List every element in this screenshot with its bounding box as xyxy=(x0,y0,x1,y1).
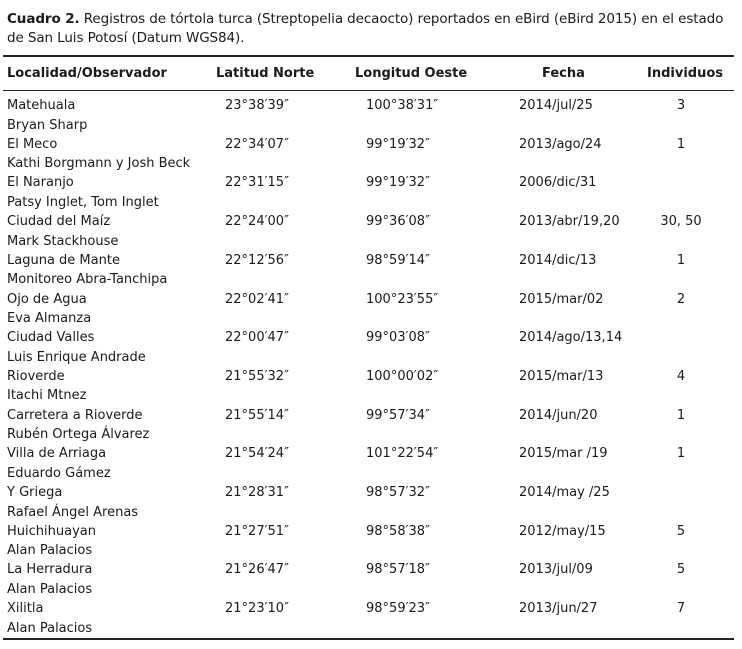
cell-latitude: 21°55′32″ xyxy=(225,368,289,384)
cell-observer: Eva Almanza xyxy=(7,311,92,326)
table-header-rule xyxy=(3,90,734,91)
table-caption xyxy=(7,10,735,48)
cell-locality: Huichihuayan xyxy=(7,523,96,539)
cell-individuals: 2 xyxy=(676,291,686,307)
cell-individuals: 7 xyxy=(676,601,686,617)
table-row xyxy=(0,212,742,251)
table-row xyxy=(0,483,742,522)
cell-observer: Rafael Ángel Arenas xyxy=(7,504,139,520)
cell-longitude: 99°19′32″ xyxy=(366,175,430,191)
cell-individuals: 1 xyxy=(676,446,686,462)
cell-latitude: 22°12′56″ xyxy=(225,252,289,268)
cell-longitude: 100°00′02″ xyxy=(366,368,439,384)
cell-locality: Carretera a Rioverde xyxy=(7,407,143,423)
table-row xyxy=(0,560,742,599)
header-locality: Localidad/Observador xyxy=(7,66,167,81)
cell-locality: Ciudad del Maíz xyxy=(7,214,111,230)
table-row xyxy=(0,290,742,329)
header-individuals: Individuos xyxy=(647,66,724,81)
cell-date: 2015/mar/02 xyxy=(519,291,604,307)
cell-latitude: 22°02′41″ xyxy=(225,291,289,307)
cell-observer: Kathi Borgmann y Josh Beck xyxy=(7,156,191,172)
cell-locality: Xilitla xyxy=(7,601,44,617)
cell-latitude: 21°55′14″ xyxy=(225,407,289,423)
cell-date: 2012/may/15 xyxy=(519,523,606,539)
cell-individuals: 5 xyxy=(676,562,686,578)
cell-latitude: 21°28′31″ xyxy=(225,485,289,500)
cell-longitude: 100°23′55″ xyxy=(366,291,439,307)
cell-individuals: 3 xyxy=(676,98,686,113)
cell-observer: Itachi Mtnez xyxy=(7,388,87,404)
cell-observer: Bryan Sharp xyxy=(7,117,88,133)
cell-observer: Eduardo Gámez xyxy=(7,465,111,481)
table-row xyxy=(0,444,742,483)
table-row xyxy=(0,406,742,445)
cell-longitude: 98°57′32″ xyxy=(366,485,430,500)
caption-text: Registros de tórtola turca (Streptopelia decaocto) reportados en eBird (eBird 2015) en el estado de San Luis Potosí (Datum WGS84). xyxy=(7,11,724,46)
table-row xyxy=(0,173,742,212)
cell-date: 2006/dic/31 xyxy=(519,175,597,191)
cell-latitude: 21°27′51″ xyxy=(225,523,289,539)
cell-observer: Alan Palacios xyxy=(7,620,93,636)
table-row xyxy=(0,367,742,406)
cell-observer: Monitoreo Abra-Tanchipa xyxy=(7,272,168,288)
cell-latitude: 23°38′39″ xyxy=(225,98,289,113)
cell-date: 2014/jul/25 xyxy=(519,98,593,113)
cell-locality: El Naranjo xyxy=(7,175,74,191)
cell-date: 2014/ago/13,14 xyxy=(519,330,623,346)
cell-observer: Alan Palacios xyxy=(7,543,93,559)
cell-longitude: 99°19′32″ xyxy=(366,136,430,152)
cell-locality: Ciudad Valles xyxy=(7,330,95,346)
table-row xyxy=(0,96,742,135)
cell-individuals: 1 xyxy=(676,136,686,152)
cell-locality: Matehuala xyxy=(7,98,76,113)
cell-locality: Villa de Arriaga xyxy=(7,446,107,462)
cell-locality: El Meco xyxy=(7,136,58,152)
table-bottom-rule xyxy=(3,638,734,640)
cell-latitude: 22°00′47″ xyxy=(225,330,289,346)
cell-locality: Y Griega xyxy=(7,485,63,500)
cell-date: 2013/jul/09 xyxy=(519,562,593,578)
cell-longitude: 99°36′08″ xyxy=(366,214,430,230)
cell-date: 2013/jun/27 xyxy=(519,601,598,617)
cell-longitude: 98°59′23″ xyxy=(366,601,430,617)
header-lon: Longitud Oeste xyxy=(355,66,468,81)
cell-individuals: 1 xyxy=(676,407,686,423)
cell-latitude: 21°23′10″ xyxy=(225,601,289,617)
cell-date: 2013/ago/24 xyxy=(519,136,602,152)
table-row xyxy=(0,599,742,638)
cell-date: 2014/jun/20 xyxy=(519,407,598,423)
cell-longitude: 98°57′18″ xyxy=(366,562,430,578)
cell-date: 2015/mar /19 xyxy=(519,446,608,462)
cell-observer: Patsy Inglet, Tom Inglet xyxy=(7,194,159,210)
cell-individuals: 5 xyxy=(676,523,686,539)
cell-longitude: 99°03′08″ xyxy=(366,330,430,346)
cell-longitude: 98°59′14″ xyxy=(366,252,430,268)
cell-latitude: 21°54′24″ xyxy=(225,446,289,462)
cell-latitude: 21°26′47″ xyxy=(225,562,289,578)
cell-individuals: 1 xyxy=(676,252,686,268)
cell-observer: Luis Enrique Andrade xyxy=(7,349,146,365)
cell-individuals: 30, 50 xyxy=(660,214,702,230)
table-row xyxy=(0,135,742,174)
cell-observer: Alan Palacios xyxy=(7,581,93,597)
cell-date: 2015/mar/13 xyxy=(519,368,604,384)
cell-longitude: 99°57′34″ xyxy=(366,407,430,423)
cell-date: 2014/may /25 xyxy=(519,485,610,500)
table-row xyxy=(0,251,742,290)
cell-locality: Rioverde xyxy=(7,368,65,384)
caption-label: Cuadro 2. xyxy=(7,11,80,27)
header-lat: Latitud Norte xyxy=(216,66,315,81)
table-row xyxy=(0,328,742,367)
header-date: Fecha xyxy=(542,66,585,81)
cell-observer: Mark Stackhouse xyxy=(7,233,119,249)
cell-latitude: 22°31′15″ xyxy=(225,175,289,191)
cell-individuals: 4 xyxy=(676,368,686,384)
cell-latitude: 22°24′00″ xyxy=(225,214,289,230)
cell-locality: Ojo de Agua xyxy=(7,291,87,307)
cell-longitude: 98°58′38″ xyxy=(366,523,430,539)
cell-longitude: 100°38′31″ xyxy=(366,98,439,113)
cell-locality: La Herradura xyxy=(7,562,93,578)
cell-locality: Laguna de Mante xyxy=(7,252,120,268)
cell-date: 2014/dic/13 xyxy=(519,252,597,268)
cell-date: 2013/abr/19,20 xyxy=(519,214,620,230)
cell-observer: Rubén Ortega Álvarez xyxy=(7,427,150,443)
table-top-rule xyxy=(3,55,734,57)
cell-longitude: 101°22′54″ xyxy=(366,446,439,462)
cell-latitude: 22°34′07″ xyxy=(225,136,289,152)
table-row xyxy=(0,522,742,561)
